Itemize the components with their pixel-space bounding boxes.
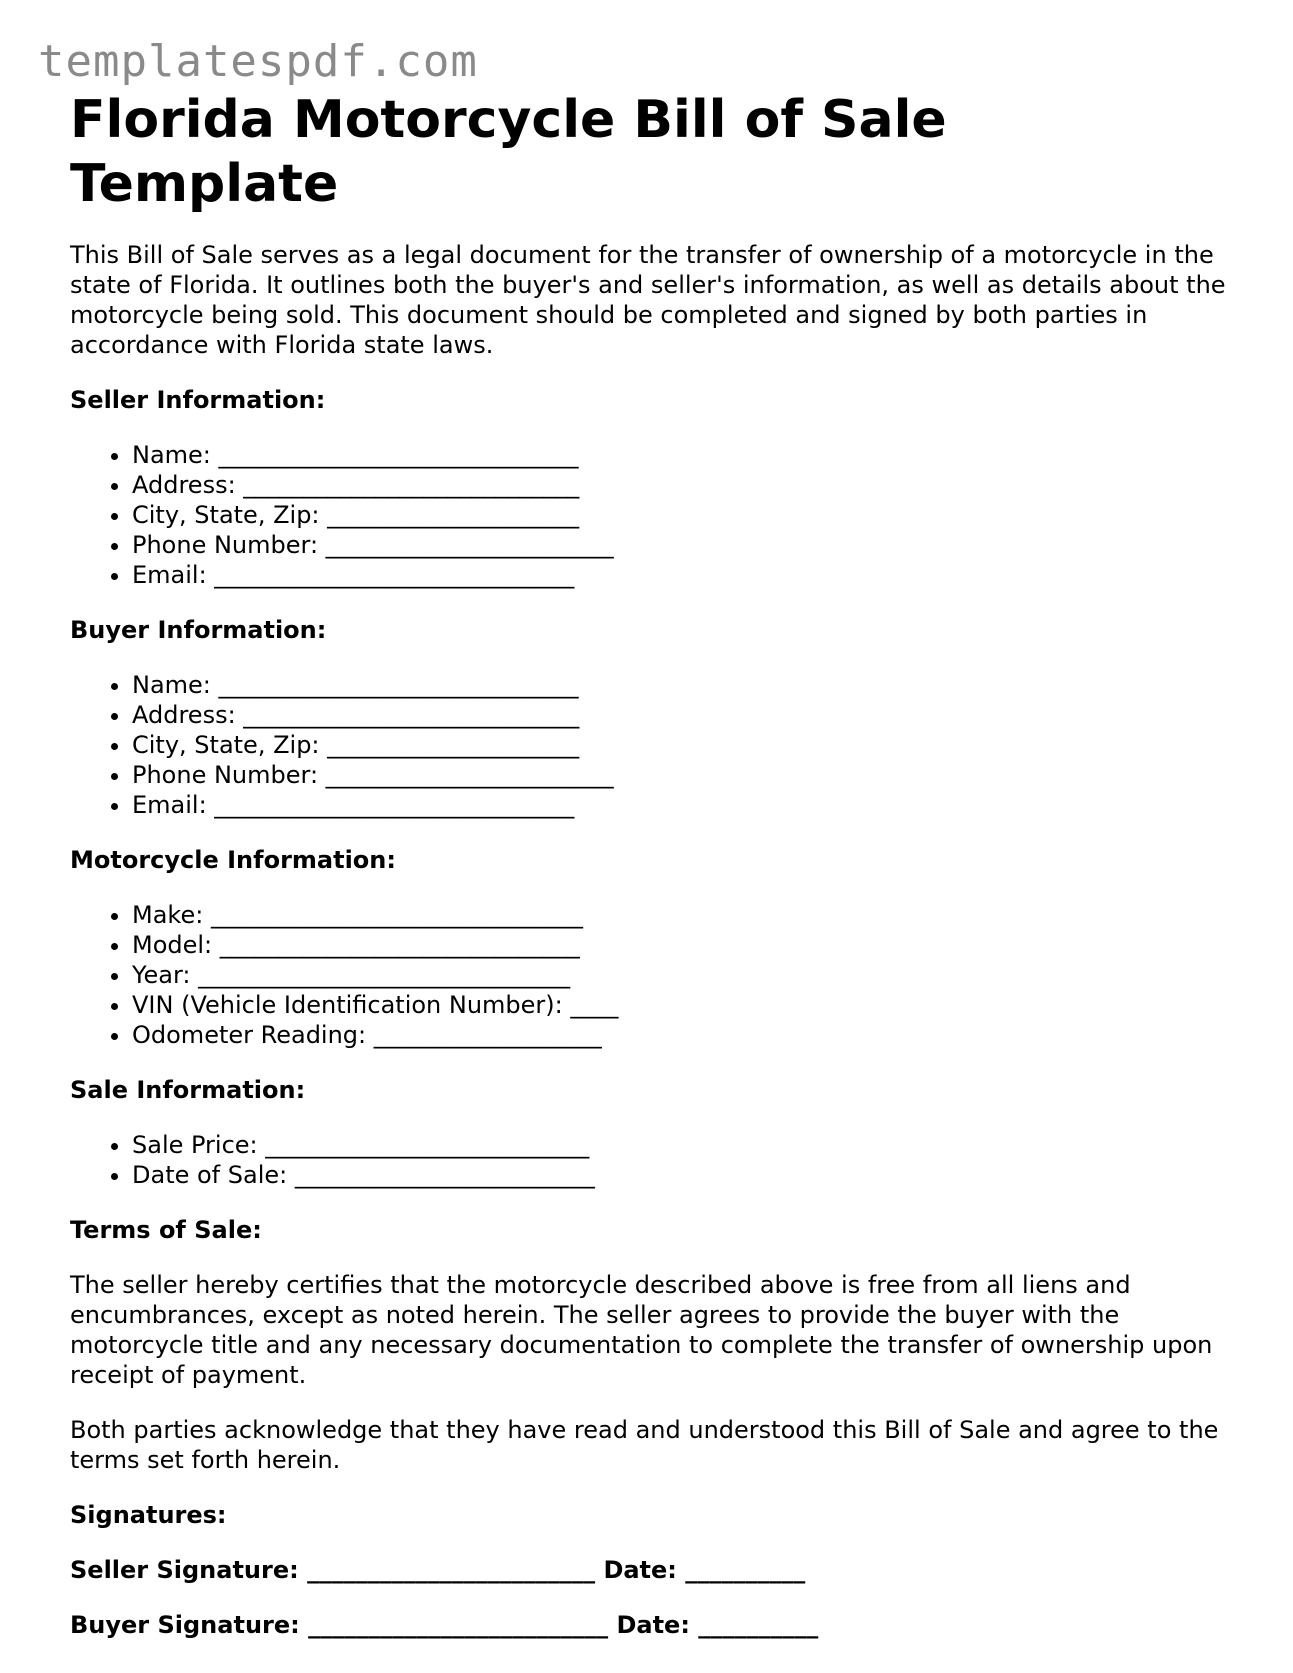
watermark-text: templatespdf.com [38,36,478,87]
sale-info-list [70,1130,1230,1190]
buyer-phone-field: • Phone Number: ________________________ [132,760,1230,790]
sale-section-heading: Sale Information: [70,1076,306,1104]
terms-section-heading: Terms of Sale: [70,1216,262,1244]
seller-info-list [70,440,1230,590]
buyer-info-list [70,670,1230,820]
document-page [70,88,1230,1640]
seller-name-field: • Name: ______________________________ [132,440,1230,470]
buyer-email-field: • Email: ______________________________ [132,790,1230,820]
seller-section-heading: Seller Information: [70,386,326,414]
seller-city-state-zip-field: • City, State, Zip: _____________________ [132,500,1230,530]
signatures-section-heading: Signatures: [70,1501,227,1529]
buyer-signature-line: Buyer Signature: _________________________ Date: __________ [70,1611,819,1639]
sale-date-field: • Date of Sale: _________________________ [132,1160,1230,1190]
seller-address-field: • Address: ____________________________ [132,470,1230,500]
seller-phone-field: • Phone Number: ________________________ [132,530,1230,560]
intro-paragraph: This Bill of Sale serves as a legal document for the transfer of ownership of a motorcycle in the state of Florida. It outlines both the buyer's and seller's information, as well as details about the motorcycle being sold. This document should be completed and signed by both parties in accordance with Florida state laws. [70,241,1226,359]
buyer-section-heading: Buyer Information: [70,616,327,644]
buyer-city-state-zip-field: • City, State, Zip: _____________________ [132,730,1230,760]
seller-signature-line: Seller Signature: ________________________ Date: __________ [70,1556,806,1584]
motorcycle-vin-field: • VIN (Vehicle Identification Number): ____ [132,990,1230,1020]
motorcycle-section-heading: Motorcycle Information: [70,846,396,874]
buyer-address-field: • Address: ____________________________ [132,700,1230,730]
motorcycle-year-field: • Year: _______________________________ [132,960,1230,990]
motorcycle-make-field: • Make: _______________________________ [132,900,1230,930]
terms-paragraph-2: Both parties acknowledge that they have read and understood this Bill of Sale and agree to the terms set forth herein. [70,1416,1219,1474]
motorcycle-odometer-field: • Odometer Reading: ___________________ [132,1020,1230,1050]
motorcycle-model-field: • Model: ______________________________ [132,930,1230,960]
sale-price-field: • Sale Price: ___________________________ [132,1130,1230,1160]
terms-paragraph-1: The seller hereby certifies that the motorcycle described above is free from all liens and encumbrances, except as noted herein. The seller agrees to provide the buyer with the motorcycle title and any necessary documentation to complete the transfer of ownership upon receipt of payment. [70,1271,1213,1389]
buyer-name-field: • Name: ______________________________ [132,670,1230,700]
document-title: Florida Motorcycle Bill of Sale Template [70,90,947,214]
seller-email-field: • Email: ______________________________ [132,560,1230,590]
motorcycle-info-list [70,900,1230,1050]
